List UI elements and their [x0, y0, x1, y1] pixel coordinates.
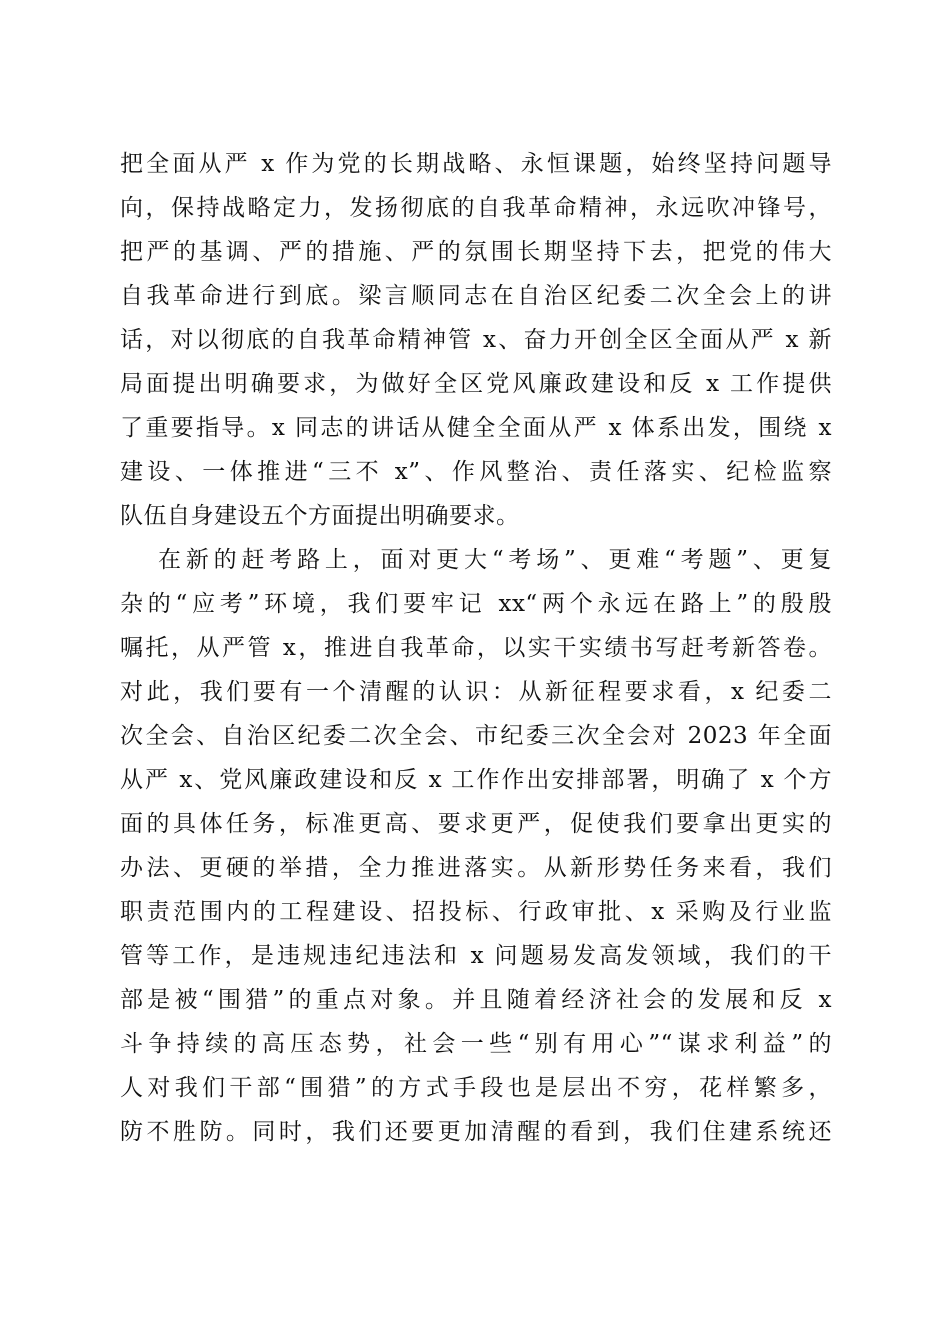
text-line: 了重要指导。x 同志的讲话从健全全面从严 x 体系出发，围绕 x: [120, 415, 832, 441]
text-line: 队伍自身建设五个方面提出明确要求。: [120, 503, 520, 529]
text-line: 防不胜防。同时，我们还要更加清醒的看到，我们住建系统还: [120, 1119, 832, 1145]
text-line: 次全会、自治区纪委二次全会、市纪委三次全会对 2023 年全面: [120, 723, 832, 749]
text-line: 斗争持续的高压态势，社会一些“别有用心”“谋求利益”的: [120, 1031, 832, 1057]
text-line: 话，对以彻底的自我革命精神管 x、奋力开创全区全面从严 x 新: [120, 327, 832, 353]
text-line: 办法、更硬的举措，全力推进落实。从新形势任务来看，我们: [120, 855, 832, 881]
text-line: 把全面从严 x 作为党的长期战略、永恒课题，始终坚持问题导: [120, 151, 832, 177]
text-line: 自我革命进行到底。梁言顺同志在自治区纪委二次全会上的讲: [120, 283, 832, 309]
text-line: 对此，我们要有一个清醒的认识：从新征程要求看，x 纪委二: [120, 679, 832, 705]
document-body: [120, 142, 832, 1154]
text-line: 杂的“应考”环境，我们要牢记 xx“两个永远在路上”的殷殷: [120, 591, 832, 617]
text-line: 局面提出明确要求，为做好全区党风廉政建设和反 x 工作提供: [120, 371, 832, 397]
text-line: 人对我们干部“围猎”的方式手段也是层出不穷，花样繁多，: [120, 1075, 832, 1101]
text-line: 在新的赶考路上，面对更大“考场”、更难“考题”、更复: [158, 547, 832, 573]
text-line: 部是被“围猎”的重点对象。并且随着经济社会的发展和反 x: [120, 987, 832, 1013]
text-line: 从严 x、党风廉政建设和反 x 工作作出安排部署，明确了 x 个方: [120, 767, 832, 793]
text-line: 面的具体任务，标准更高、要求更严，促使我们要拿出更实的: [120, 811, 832, 837]
text-line: 嘱托，从严管 x，推进自我革命，以实干实绩书写赶考新答卷。: [120, 635, 832, 661]
text-line: 管等工作，是违规违纪违法和 x 问题易发高发领域，我们的干: [120, 943, 832, 969]
text-line: 职责范围内的工程建设、招投标、行政审批、x 采购及行业监: [120, 899, 832, 925]
text-line: 把严的基调、严的措施、严的氛围长期坚持下去，把党的伟大: [120, 239, 832, 265]
text-line: 建设、一体推进“三不 x”、作风整治、责任落实、纪检监察: [120, 459, 832, 485]
text-line: 向，保持战略定力，发扬彻底的自我革命精神，永远吹冲锋号，: [120, 195, 832, 221]
